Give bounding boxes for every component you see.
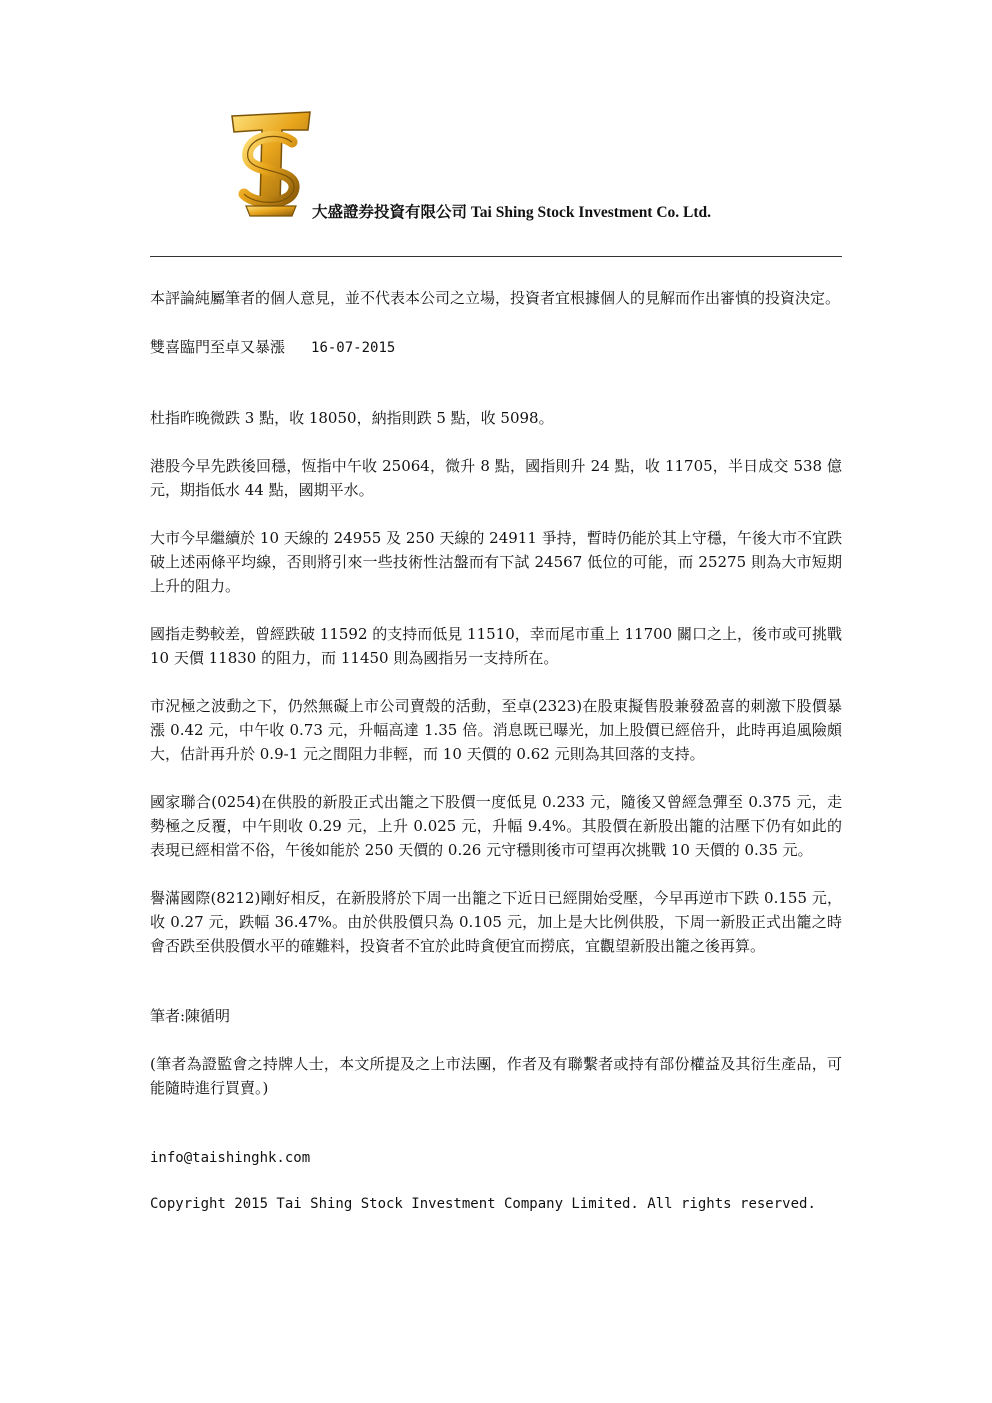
- header-divider: [150, 256, 842, 257]
- disclaimer: 本評論純屬筆者的個人意見，並不代表本公司之立場，投資者宜根據個人的見解而作出審慎的投資決定。: [150, 289, 841, 307]
- contact-email[interactable]: info@taishinghk.com: [150, 1150, 311, 1166]
- paragraph: 譽滿國際(8212)剛好相反，在新股將於下周一出籠之下近日已經開始受壓，今早再逆市下跌 0.155 元，收 0.27 元，跌幅 36.47%。由於供股價只為 0.105 元，加上是大比例供股，下周一新股正式出籠之時會否跌至供股價水平的確難料，投資者不宜於此時貪便宜而撈底，宜觀望新股出籠之後再算。: [150, 889, 842, 955]
- paragraph: 市況極之波動之下，仍然無礙上市公司賣殼的活動，至卓(2323)在股東擬售股兼發盈喜的刺激下股價暴漲 0.42 元，中午收 0.73 元，升幅高達 1.35 倍。消息既已曝光，加上股價已經倍升，此時再追風險頗大，估計再升於 0.9-1 元之間阻力非輕，而 10 天價的 0.62 元則為其回落的支持。: [150, 697, 842, 763]
- paragraph: 大市今早繼續於 10 天線的 24955 及 250 天線的 24911 爭持，暫時仍能於其上守穩，午後大市不宜跌破上述兩條平均線，否則將引來一些技術性沽盤而有下試 24567 低位的可能，而 25275 則為大市短期上升的阻力。: [150, 529, 842, 595]
- article-body: [150, 284, 842, 1216]
- paragraph: 港股今早先跌後回穩，恆指中午收 25064，微升 8 點，國指則升 24 點，收 11705，半日成交 538 億元，期指低水 44 點，國期平水。: [150, 457, 842, 499]
- article-date: 16-07-2015: [311, 340, 396, 356]
- letterhead: [226, 108, 866, 226]
- ts-gold-monogram-icon: [226, 108, 316, 220]
- paragraph: 杜指昨晚微跌 3 點，收 18050，納指則跌 5 點，收 5098。: [150, 409, 554, 427]
- company-name: 大盛證券投資有限公司 Tai Shing Stock Investment Co. Ltd.: [312, 204, 712, 221]
- article-title: 雙喜臨門至卓又暴漲: [150, 338, 286, 356]
- paragraph: 國指走勢較差，曾經跌破 11592 的支持而低見 11510，幸而尾市重上 11700 關口之上，後市或可挑戰 10 天價 11830 的阻力，而 11450 則為國指另一支持所在。: [150, 625, 842, 667]
- author: 筆者:陳循明: [150, 1007, 231, 1025]
- copyright: Copyright 2015 Tai Shing Stock Investment Company Limited. All rights reserved.: [150, 1196, 816, 1212]
- author-note: (筆者為證監會之持牌人士，本文所提及之上市法團，作者及有聯繫者或持有部份權益及其衍生產品，可能隨時進行買賣。): [150, 1055, 842, 1097]
- paragraph: 國家聯合(0254)在供股的新股正式出籠之下股價一度低見 0.233 元，隨後又曾經急彈至 0.375 元，走勢極之反覆，中午則收 0.29 元，上升 0.025 元，升幅 9.4%。其股價在新股出籠的沽壓下仍有如此的表現已經相當不俗，午後如能於 250 天價的 0.26 元守穩則後市可望再次挑戰 10 天價的 0.35 元。: [150, 793, 842, 859]
- article-heading: [150, 335, 842, 360]
